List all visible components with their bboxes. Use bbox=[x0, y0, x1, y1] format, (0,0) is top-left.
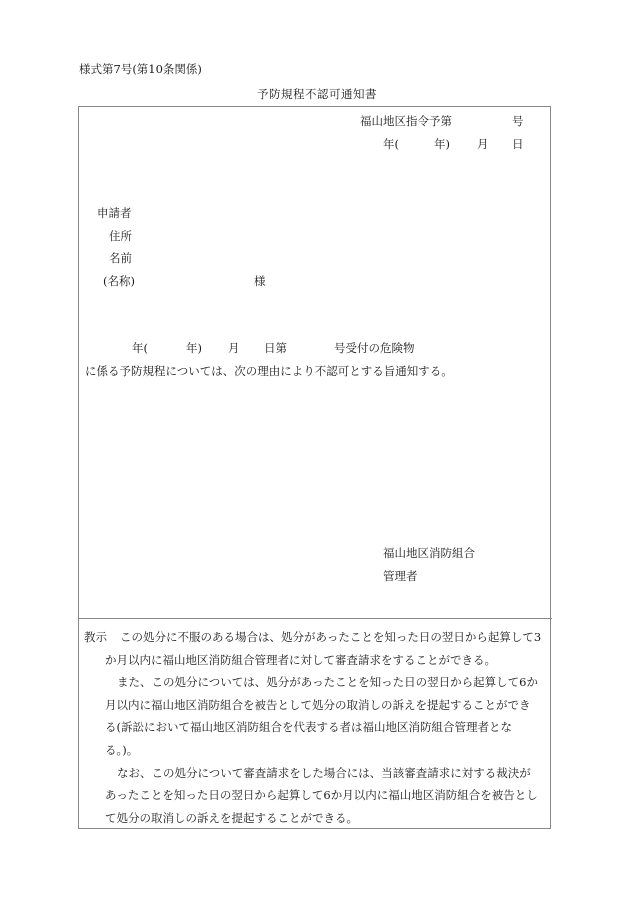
doc-number-suffix: 号 bbox=[512, 114, 524, 128]
notice-p2-line2: 月以内に福山地区消防組合を被告として処分の取消しの訴えを提起することができ bbox=[105, 697, 531, 712]
doc-number-prefix: 福山地区指令予第 bbox=[360, 114, 452, 128]
body-month: 月 bbox=[228, 341, 240, 355]
appeal-notice bbox=[84, 626, 546, 829]
date-month: 月 bbox=[477, 137, 489, 151]
body-day-no: 日第 bbox=[264, 341, 287, 355]
notice-p3-first: なお、この処分について審査請求をした場合には、当該審査請求に対する裁決が bbox=[117, 765, 531, 780]
applicant-heading: 申請者 bbox=[97, 206, 132, 220]
section-divider bbox=[78, 618, 552, 619]
notice-label: 教示 bbox=[84, 630, 107, 644]
issuer-organization: 福山地区消防組合 bbox=[383, 546, 475, 560]
date-era-year: 年) bbox=[434, 137, 450, 151]
notice-p1-line2: か月以内に福山地区消防組合管理者に対して審査請求をすることができる。 bbox=[105, 652, 496, 667]
date-day: 日 bbox=[512, 137, 524, 151]
name-label: 名前 bbox=[109, 251, 132, 265]
body-era-year: 年) bbox=[186, 341, 202, 355]
document-title: 予防規程不認可通知書 bbox=[257, 87, 377, 101]
notice-p2-line4: る。)。 bbox=[105, 742, 139, 757]
notice-p1-first: この処分に不服のある場合は、処分があったことを知った日の翌日から起算して3 bbox=[120, 630, 542, 644]
honorific-sama: 様 bbox=[254, 274, 266, 288]
org-name-label: (名称) bbox=[103, 274, 135, 288]
body-received: 号受付の危険物 bbox=[334, 341, 415, 355]
notice-p2-first: また、この処分については、処分があったことを知った日の翌日から起算して6か bbox=[117, 675, 538, 690]
notice-p3-line3: て処分の取消しの訴えを提起することができる。 bbox=[105, 810, 358, 825]
body-statement: に係る予防規程については、次の理由により不認可とする旨通知する。 bbox=[85, 364, 453, 378]
notice-p2-line3: る(訴訟において福山地区消防組合を代表する者は福山地区消防組合管理者とな bbox=[105, 720, 512, 735]
notice-p3-line2: あったことを知った日の翌日から起算して6か月以内に福山地区消防組合を被告とし bbox=[105, 788, 538, 803]
address-label: 住所 bbox=[109, 229, 132, 243]
issuer-title: 管理者 bbox=[383, 569, 418, 583]
date-year: 年( bbox=[383, 137, 399, 151]
form-number: 様式第7号(第10条関係) bbox=[79, 62, 202, 76]
body-year: 年( bbox=[132, 341, 148, 355]
